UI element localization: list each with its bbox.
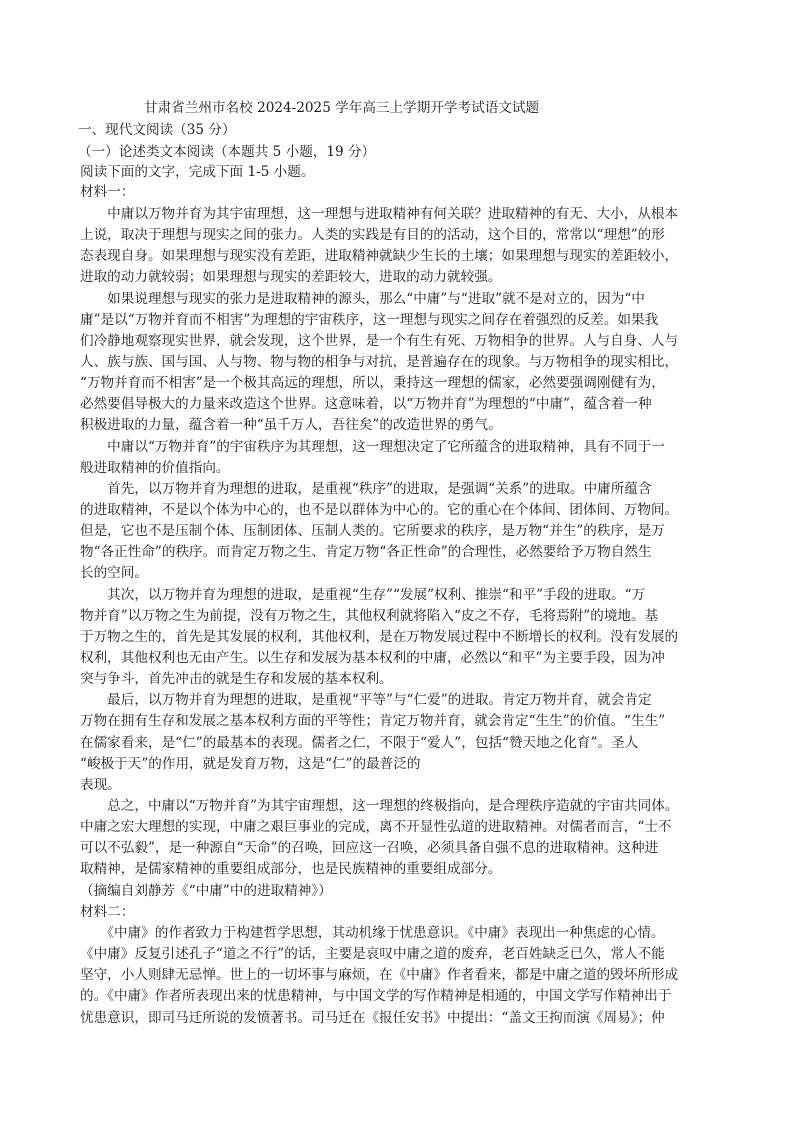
document-title: 甘肃省兰州市名校 2024-2025 学年高三上学期开学考试语文试题 <box>144 100 540 116</box>
body-line: 长的空间。 <box>80 565 148 581</box>
source-citation: （摘编自刘静芳《“中庸”中的进取精神》） <box>80 883 332 899</box>
body-line: 在儒家看来，是“仁”的最基本的表现。儒者之仁，不限于“爱人”，包括“赞天地之化育”。圣人 <box>80 735 639 751</box>
material-label: 材料一： <box>80 184 135 200</box>
body-line: 可以不弘毅”，是一种源自“天命”的召唤，回应这一召唤，必须具备自强不息的进取精神。这种进 <box>80 840 659 856</box>
body-line: 如果说理想与现实的张力是进取精神的源头，那么“中庸”与“进取”就不是对立的，因为“中 <box>80 291 645 307</box>
body-line: 中庸之宏大理想的实现，中庸之艰巨事业的完成，离不开显性弘道的进取精神。对儒者而言，“士不 <box>80 819 672 835</box>
body-line: “万物并育而不相害”是一个极其高远的理想，所以，秉持这一理想的儒家，必然要强调刚健有为， <box>80 375 665 391</box>
body-line: 最后，以万物并育为理想的进取，是重视“平等”与“仁爱”的进取。肯定万物并育，就会肯定 <box>80 692 652 708</box>
body-line: 物“各正性命”的秩序。而肯定万物之生、肯定万物“各正性命”的合理性，必然要给予万物自然生 <box>80 544 652 560</box>
body-line: 上说，取决于理想与现实之间的张力。人类的实践是有目的的活动，这个目的，常常以“理想”的形 <box>80 227 665 243</box>
body-line: 总之，中庸以“万物并育”为其宇宙理想，这一理想的终极指向，是合理秩序造就的宇宙共同体。 <box>80 798 679 814</box>
body-line: 取精神，是儒家精神的重要组成部分，也是民族精神的重要组成部分。 <box>80 861 502 877</box>
body-line: 首先，以万物并育为理想的进取，是重视“秩序”的进取，是强调“关系”的进取。中庸所蕴含 <box>80 481 652 497</box>
body-line: 积极进取的力量，蕴含着一种“虽千万人，吾往矣”的改造世界的勇气。 <box>80 417 502 433</box>
body-line: 《中庸》的作者致力于构建哲学思想，其动机缘于忧患意识。《中庸》表现出一种焦虑的心情。 <box>80 925 665 941</box>
subsection-heading: （一）论述类文本阅读（本题共 5 小题，19 分） <box>78 144 376 160</box>
body-line: 人、族与族、国与国、人与物、物与物的相争与对抗，是普遍存在的现象。与万物相争的现实相比， <box>80 354 679 370</box>
body-line: 必然要倡导极大的力量来改造这个世界。这意味着，以“万物并育”为理想的“中庸”，蕴含着一种 <box>80 396 652 412</box>
body-line: 般进取精神的价值指向。 <box>80 460 230 476</box>
body-line: 忧患意识，即司马迁所说的发愤著书。司马迁在《报任安书》中提出：“盖文王拘而演《周易》；仲 <box>80 1010 665 1026</box>
body-line: 庸”是以“万物并育而不相害”为理想的宇宙秩序，这一理想与现实之间存在着强烈的反差。如果我 <box>80 312 659 328</box>
body-line: 突与争斗，首先冲击的就是生存和发展的基本权利。 <box>80 671 393 687</box>
body-line: 进取的动力就较弱；如果理想与现实的差距较大，进取的动力就较强。 <box>80 269 502 285</box>
body-line: 们冷静地观察现实世界，就会发现，这个世界，是一个有生有死、万物相争的世界。人与自身、人与 <box>80 333 679 349</box>
instruction-text: 阅读下面的文字，完成下面 1-5 小题。 <box>80 164 315 180</box>
body-line: 《中庸》反复引述孔子“道之不行”的话，主要是哀叹中庸之道的废弃，老百姓缺乏已久，常人不能 <box>80 946 665 962</box>
body-line: 其次，以万物并育为理想的进取，是重视“生存”“发展”权利、推崇“和平”手段的进取。“万 <box>80 587 646 603</box>
body-line: 中庸以万物并育为其宇宙理想，这一理想与进取精神有何关联？进取精神的有无、大小，从根本 <box>80 206 679 222</box>
body-line: 态表现自身。如果理想与现实没有差距，进取精神就缺少生长的土壤；如果理想与现实的差距较小， <box>80 248 679 264</box>
body-line: “峻极于天”的作用，就是发育万物，这是“仁”的最普泛的 <box>80 756 421 772</box>
section-heading: 一、现代文阅读（35 分） <box>78 122 236 138</box>
material-label: 材料二： <box>80 904 135 920</box>
body-line: 但是，它也不是压制个体、压制团体、压制人类的。它所要求的秩序，是万物“并生”的秩序，是万 <box>80 523 665 539</box>
body-line: 物并育”以万物之生为前提，没有万物之生，其他权利就将陷入“皮之不存，毛将焉附”的境地。基 <box>80 608 659 624</box>
body-line: 的。《中庸》作者所表现出来的忧患精神，与中国文学的写作精神是相通的，中国文学写作精神出于 <box>80 988 672 1004</box>
body-line: 权利，其他权利也无由产生。以生存和发展为基本权利的中庸，必然以“和平”为主要手段，因为冲 <box>80 650 665 666</box>
body-line: 中庸以“万物并育”的宇宙秩序为其理想，这一理想决定了它所蕴含的进取精神，具有不同于一 <box>80 439 665 455</box>
body-line: 的进取精神，不是以个体为中心的，也不是以群体为中心的。它的重心在个体间、团体间、万物间。 <box>80 502 679 518</box>
body-line: 万物在拥有生存和发展之基本权利方面的平等性；肯定万物并育，就会肯定“生生”的价值。“生生” <box>80 713 666 729</box>
body-line: 于万物之生的，首先是其发展的权利，其他权利，是在万物发展过程中不断增长的权利。没有发展的 <box>80 629 679 645</box>
body-line: 表现。 <box>80 777 121 793</box>
body-line: 坚守，小人则肆无忌惮。世上的一切坏事与麻烦，在《中庸》作者看来，都是中庸之道的毁坏所形成 <box>80 967 679 983</box>
